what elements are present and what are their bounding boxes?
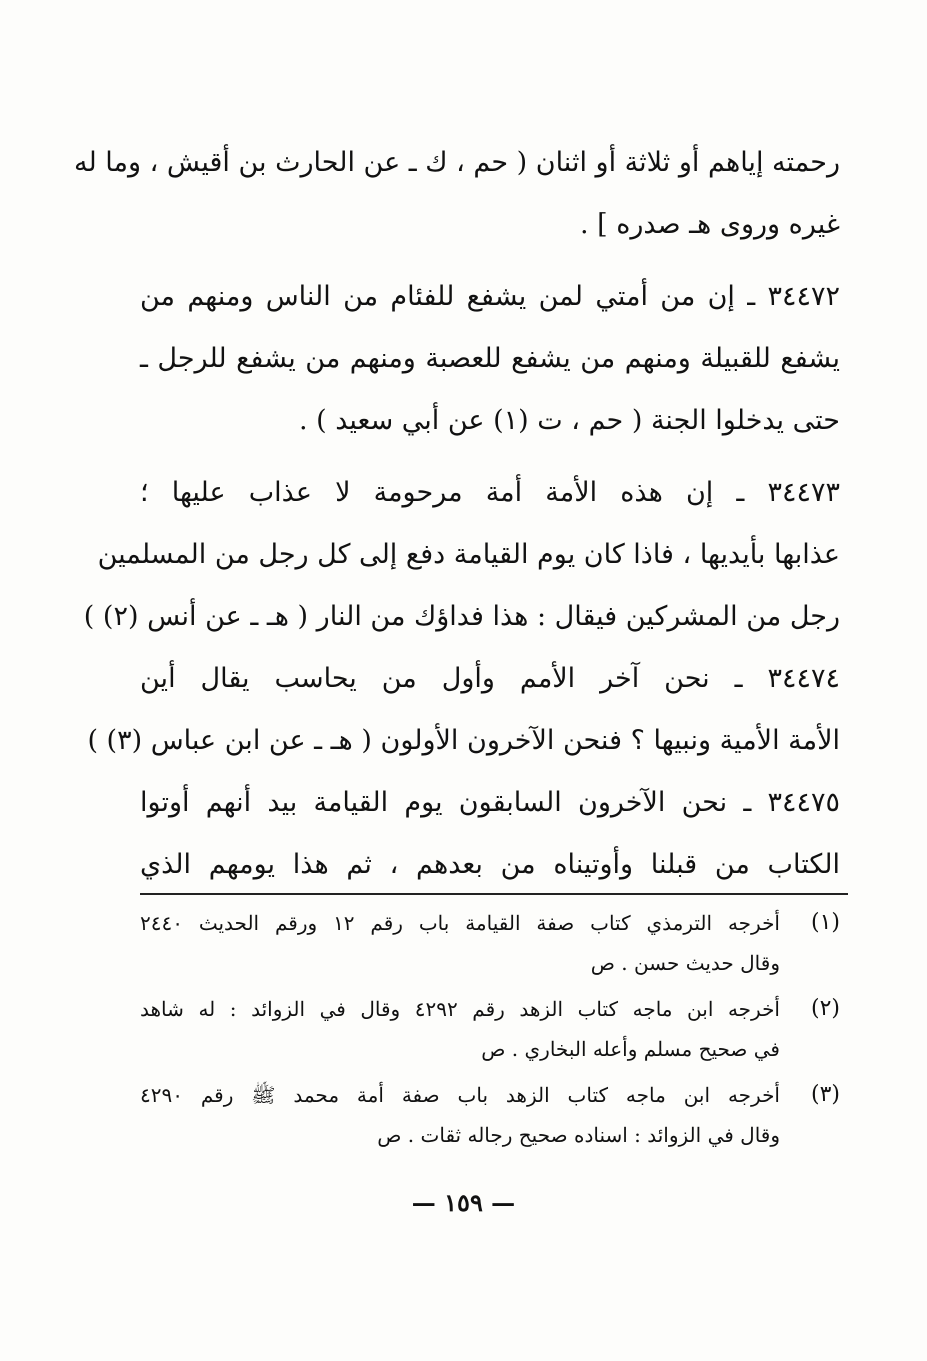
page-number: — ١٥٩ — [411,1188,516,1217]
text-line: عذابها بأيديها ، فاذا كان يوم القيامة دفع إلى كل رجل من المسلمين [97,539,840,570]
text-line: الكتاب من قبلنا وأوتيناه من بعدهم ، ثم هذا يومهم الذي [140,849,840,880]
hadith-34473-line: ٣٤٤٧٣ ـ إن هذه الأمة أمة مرحومة لا عذاب عليها ؛ [140,477,840,508]
hadith-34474-line: ٣٤٤٧٤ ـ نحن آخر الأمم وأول من يحاسب يقال أين [140,663,840,694]
text-line: حتى يدخلوا الجنة ( حم ، ت (١) عن أبي سعيد ) . [298,405,840,436]
footnote-number: (٣) [810,1082,840,1107]
paragraph-gap [140,452,840,462]
footnote-number: (٢) [810,996,840,1021]
footnote-line: في صحيح مسلم وأعله البخاري . ص [481,1037,780,1061]
footnote-line: أخرجه ابن ماجه كتاب الزهد رقم ٤٢٩٢ وقال في الزوائد : له شاهد [140,997,780,1021]
footnote-number: (١) [810,910,840,935]
footnote-divider [140,893,848,895]
text-line: غيره وروى هـ صدره ] . [579,209,840,240]
footnote-line: وقال في الزوائد : اسناده صحيح رجاله ثقات . ص [377,1123,780,1147]
main-text [74,132,840,896]
footnote-3 [140,1075,840,1155]
text-line: رحمته إياهم أو ثلاثة أو اثنان ( حم ، ك ـ عن الحارث بن أقيش ، وما له [74,147,840,178]
footnote-line: أخرجه الترمذي كتاب صفة القيامة باب رقم ١٢ ورقم الحديث ٢٤٤٠ [140,911,780,935]
hadith-34475-line: ٣٤٤٧٥ ـ نحن الآخرون السابقون يوم القيامة بيد أنهم أوتوا [140,787,840,818]
hadith-34472-line: ٣٤٤٧٢ ـ إن من أمتي لمن يشفع للفئام من الناس ومنهم من [140,281,840,312]
footnote-line: وقال حديث حسن . ص [590,951,780,975]
footnote-1 [140,903,840,983]
footnote-2 [140,989,840,1069]
footnote-line: أخرجه ابن ماجه كتاب الزهد باب صفة أمة محمد ﷺ رقم ٤٢٩٠ [140,1083,780,1107]
footnote-body [140,903,780,983]
text-line: يشفع للقبيلة ومنهم من يشفع للعصبة ومنهم من يشفع للرجل ـ [140,343,840,374]
footnotes [140,903,840,1161]
paragraph-gap [140,256,840,266]
text-line: رجل من المشركين فيقال : هذا فداؤك من النار ( هـ ـ عن أنس (٢) ) [83,601,840,632]
text-line: الأمة الأمية ونبيها ؟ فنحن الآخرون الأولون ( هـ ـ عن ابن عباس (٣) ) [87,725,840,756]
footnote-body [140,1075,780,1155]
footnote-body [140,989,780,1069]
